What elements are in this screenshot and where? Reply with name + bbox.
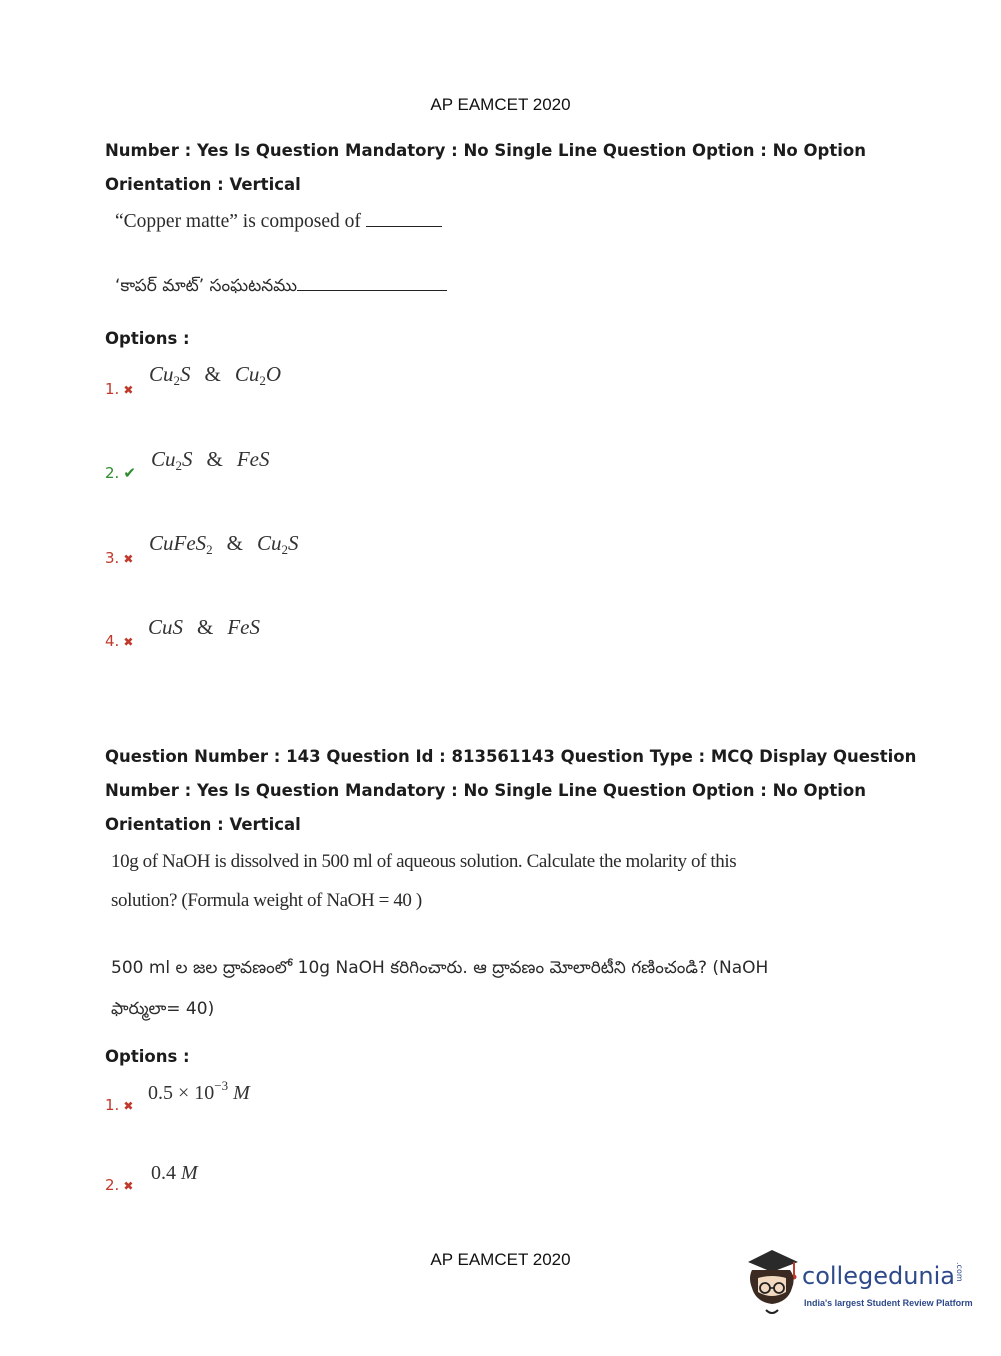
q2-option-2-marker xyxy=(105,1175,133,1194)
page-footer: AP EAMCET 2020 xyxy=(430,1250,571,1269)
option-number: 1. xyxy=(105,380,120,398)
q2-meta-line-0: Question Number : 143 Question Id : 813561143 Question Type : MCQ Display Question xyxy=(105,747,917,766)
q1-option-2-text[interactable] xyxy=(151,447,270,474)
q1-question-telugu xyxy=(115,276,447,300)
q1-options-label: Options : xyxy=(105,329,190,348)
ampersand: & xyxy=(197,615,214,639)
option-number: 1. xyxy=(105,1096,120,1114)
logo-tagline: India's largest Student Review Platform xyxy=(804,1298,973,1308)
logo-wordmark xyxy=(802,1262,964,1290)
logo-name: collegedunia xyxy=(802,1262,956,1290)
q1-meta-line-1: Number : Yes Is Question Mandatory : No Single Line Question Option : No Option xyxy=(105,141,866,160)
student-mascot-icon xyxy=(742,1248,800,1316)
cross-icon: ✖ xyxy=(123,635,134,649)
q1-option-1-text[interactable] xyxy=(149,362,281,389)
collegedunia-logo[interactable] xyxy=(742,1248,972,1318)
answer-blank xyxy=(297,290,447,291)
q1-question-english-text: “Copper matte” is composed of xyxy=(115,211,361,232)
formula-part: Cu xyxy=(257,531,282,555)
answer-blank xyxy=(366,226,442,227)
logo-suffix: .com xyxy=(955,1262,965,1282)
q1-question-telugu-text: ‘కాపర్ మాట్’ సంఘటనము xyxy=(115,276,298,296)
q1-option-4-text[interactable] xyxy=(148,615,260,640)
subscript: 2 xyxy=(281,542,289,557)
formula-part: Cu xyxy=(234,362,260,386)
exponent: −3 xyxy=(214,1078,229,1093)
formula-part: FeS xyxy=(227,615,261,639)
q1-option-1-marker xyxy=(105,379,133,398)
q1-question-english xyxy=(115,211,442,233)
option-number: 2. xyxy=(105,464,120,482)
q1-option-3-text[interactable] xyxy=(149,531,299,558)
q1-option-2-marker xyxy=(105,463,136,482)
cross-icon: ✖ xyxy=(123,1099,134,1113)
subscript: 2 xyxy=(173,373,181,388)
formula-part: Cu xyxy=(151,447,176,471)
q1-option-3-marker xyxy=(105,548,133,567)
q2-option-2-text[interactable] xyxy=(151,1162,198,1185)
q2-option-1-text[interactable] xyxy=(148,1078,250,1105)
q2-question-english-line-1: 10g of NaOH is dissolved in 500 ml of aqueous solution. Calculate the molarity of this xyxy=(111,851,737,872)
subscript: 2 xyxy=(206,542,213,557)
q1-meta-line-2: Orientation : Vertical xyxy=(105,175,301,194)
formula-part: FeS xyxy=(236,447,270,471)
formula-part: Cu xyxy=(149,362,174,386)
unit: M xyxy=(181,1162,198,1184)
formula-part: S xyxy=(288,531,299,555)
unit: M xyxy=(228,1082,250,1104)
ampersand: & xyxy=(226,531,243,555)
formula-part: CuFeS xyxy=(149,531,207,555)
option-number: 2. xyxy=(105,1176,120,1194)
value-base: 0.4 xyxy=(151,1162,181,1184)
value-base: 0.5 × 10 xyxy=(148,1082,215,1104)
q2-option-1-marker xyxy=(105,1095,133,1114)
cross-icon: ✖ xyxy=(123,383,134,397)
check-icon: ✔ xyxy=(123,464,136,482)
ampersand: & xyxy=(204,362,221,386)
q2-meta-line-1: Number : Yes Is Question Mandatory : No Single Line Question Option : No Option xyxy=(105,781,866,800)
cross-icon: ✖ xyxy=(123,1179,134,1193)
q2-question-telugu-line-2: ఫార్ములా= 40) xyxy=(111,999,215,1019)
ampersand: & xyxy=(206,447,223,471)
subscript: 2 xyxy=(259,373,266,388)
formula-part: S xyxy=(182,447,193,471)
cross-icon: ✖ xyxy=(123,552,134,566)
formula-part: O xyxy=(265,362,282,386)
q2-meta-line-2: Orientation : Vertical xyxy=(105,815,301,834)
option-number: 4. xyxy=(105,632,120,650)
formula-part: CuS xyxy=(148,615,184,639)
option-number: 3. xyxy=(105,549,120,567)
q2-question-telugu-line-1: 500 ml ల జల ద్రావణంలో 10g NaOH కరిగించారు. ఆ ద్రావణం మోలారిటీని గణించండి? (NaOH xyxy=(111,958,769,978)
q2-options-label: Options : xyxy=(105,1047,190,1066)
q2-question-english-line-2: solution? (Formula weight of NaOH = 40 ) xyxy=(111,890,422,911)
page-header: AP EAMCET 2020 xyxy=(430,95,571,114)
formula-part: S xyxy=(180,362,191,386)
subscript: 2 xyxy=(175,458,183,473)
q1-option-4-marker xyxy=(105,631,133,650)
